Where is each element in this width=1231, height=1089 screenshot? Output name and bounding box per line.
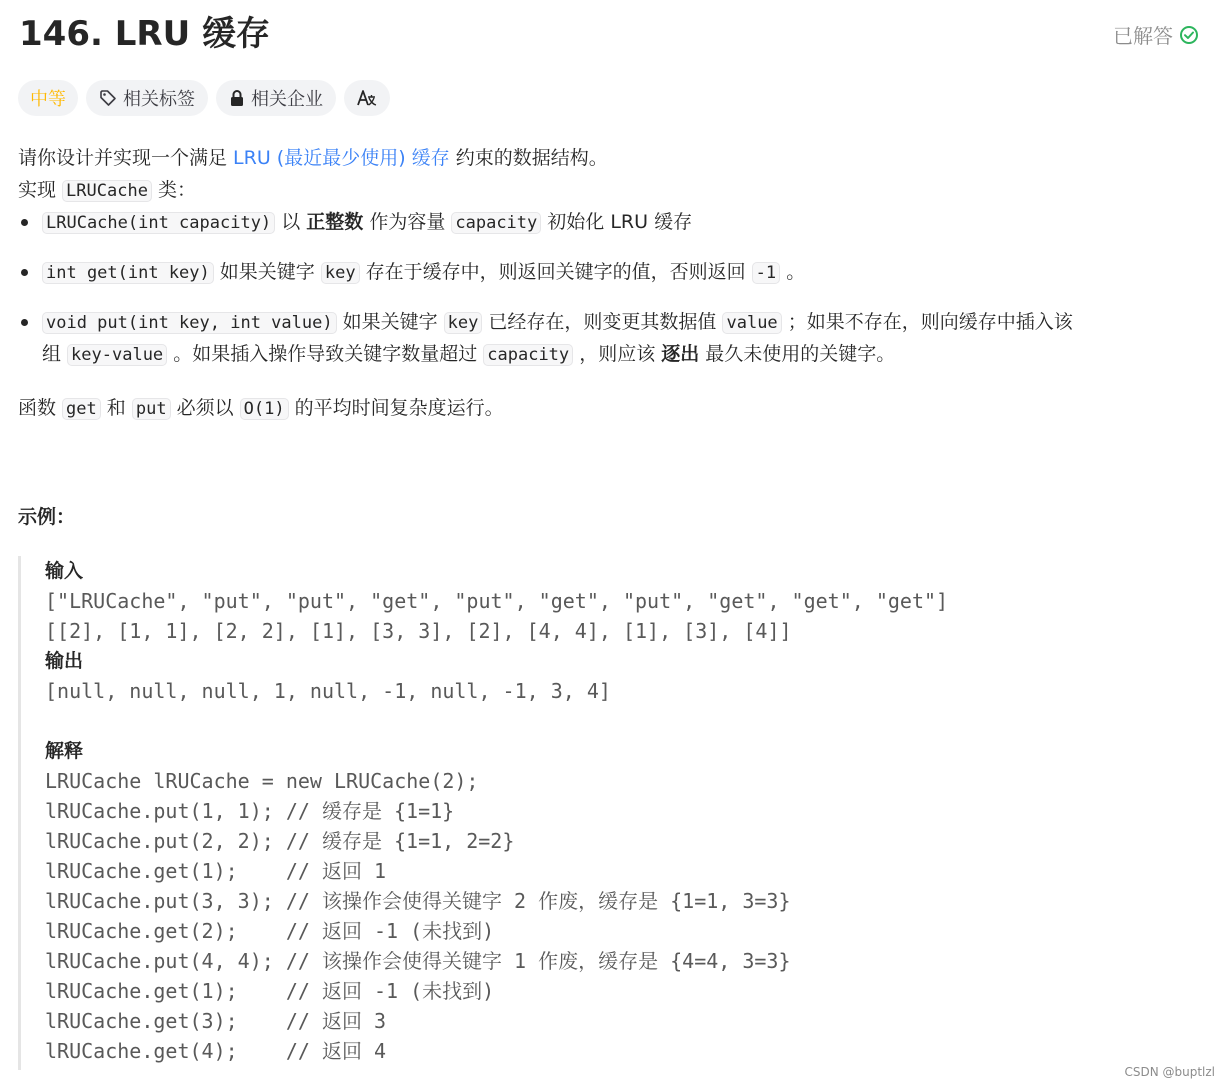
related-tags-label: 相关标签 <box>123 89 195 110</box>
solved-label: 已解答 <box>1113 24 1173 48</box>
inline-code: key-value <box>67 344 167 366</box>
explain-label: 解释 <box>45 740 84 762</box>
explain-line: lRUCache.get(3); // 返回 3 <box>45 1009 387 1033</box>
complexity-line: 函数 get 和 put 必须以 O(1) 的平均时间复杂度运行。 <box>18 397 504 419</box>
tag-bar <box>18 80 390 116</box>
translate-button[interactable] <box>344 80 390 116</box>
method-list <box>18 206 1198 370</box>
explain-line: lRUCache.get(1); // 返回 1 <box>45 859 387 883</box>
inline-code: capacity <box>451 212 541 234</box>
explain-line: lRUCache.get(4); // 返回 4 <box>45 1039 387 1063</box>
output-line: [null, null, null, 1, null, -1, null, -1, 3, 4] <box>45 679 611 703</box>
list-item: int get(int key) 如果关键字 key 存在于缓存中，则返回关键字的值，否则返回 -1 。 <box>18 256 1198 288</box>
related-tags-button[interactable] <box>86 80 208 116</box>
inline-code: O(1) <box>240 398 289 420</box>
lock-icon <box>229 89 245 107</box>
input-label: 输入 <box>45 560 84 582</box>
difficulty-tag[interactable]: 中等 <box>18 80 78 116</box>
inline-code: -1 <box>752 262 780 284</box>
explain-line: lRUCache.get(2); // 返回 -1 (未找到) <box>45 919 495 943</box>
inline-code: void put(int key, int value) <box>42 312 337 334</box>
inline-code: int get(int key) <box>42 262 214 284</box>
lru-cache-link[interactable]: LRU (最近最少使用) 缓存 <box>233 147 450 169</box>
explain-line: lRUCache.put(4, 4); // 该操作会使得关键字 1 作废，缓存是 {4=4, 3=3} <box>45 949 791 973</box>
spacer <box>45 706 1198 736</box>
solved-status <box>1113 20 1199 49</box>
translate-icon <box>357 89 377 107</box>
problem-title: 146. LRU 缓存 <box>19 14 271 54</box>
explain-line: lRUCache.put(2, 2); // 缓存是 {1=1, 2=2} <box>45 829 515 853</box>
inline-code: key <box>321 262 360 284</box>
related-companies-label: 相关企业 <box>251 89 323 110</box>
inline-code: put <box>132 398 171 420</box>
inline-code: LRUCache(int capacity) <box>42 212 275 234</box>
check-circle-icon <box>1179 25 1199 45</box>
problem-description <box>18 142 1198 424</box>
list-item: LRUCache(int capacity) 以 正整数 作为容量 capacity 初始化 LRU 缓存 <box>18 206 1198 238</box>
explain-line: lRUCache.get(1); // 返回 -1 (未找到) <box>45 979 495 1003</box>
explain-line: LRUCache lRUCache = new LRUCache(2); <box>45 769 479 793</box>
inline-code: capacity <box>483 344 573 366</box>
list-item: void put(int key, int value) 如果关键字 key 已经存在，则变更其数据值 value ；如果不存在，则向缓存中插入该 组 key-value 。如果插入操作导致关键字数量超过 capacity ，则应该 逐出 最久未使用的关键字。 <box>18 306 1198 370</box>
explain-line: lRUCache.put(1, 1); // 缓存是 {1=1} <box>45 799 455 823</box>
output-label: 输出 <box>45 650 84 672</box>
inline-code: LRUCache <box>62 180 152 202</box>
example-heading: 示例： <box>18 506 76 528</box>
explain-line: lRUCache.put(3, 3); // 该操作会使得关键字 2 作废，缓存是 {1=1, 3=3} <box>45 889 791 913</box>
input-line: ["LRUCache", "put", "put", "get", "put", "get", "put", "get", "get", "get"] <box>45 589 949 613</box>
tag-icon <box>99 89 117 107</box>
inline-code: value <box>722 312 781 334</box>
inline-code: key <box>444 312 483 334</box>
related-companies-button[interactable] <box>216 80 336 116</box>
input-line: [[2], [1, 1], [2, 2], [1], [3, 3], [2], [4, 4], [1], [3], [4]] <box>45 619 792 643</box>
example-block <box>18 556 1198 1070</box>
intro-paragraph: 请你设计并实现一个满足 LRU (最近最少使用) 缓存 约束的数据结构。 <box>18 147 608 169</box>
implement-line: 实现 LRUCache 类： <box>18 179 196 201</box>
watermark: CSDN @buptlzl <box>1124 1065 1215 1079</box>
inline-code: get <box>62 398 101 420</box>
